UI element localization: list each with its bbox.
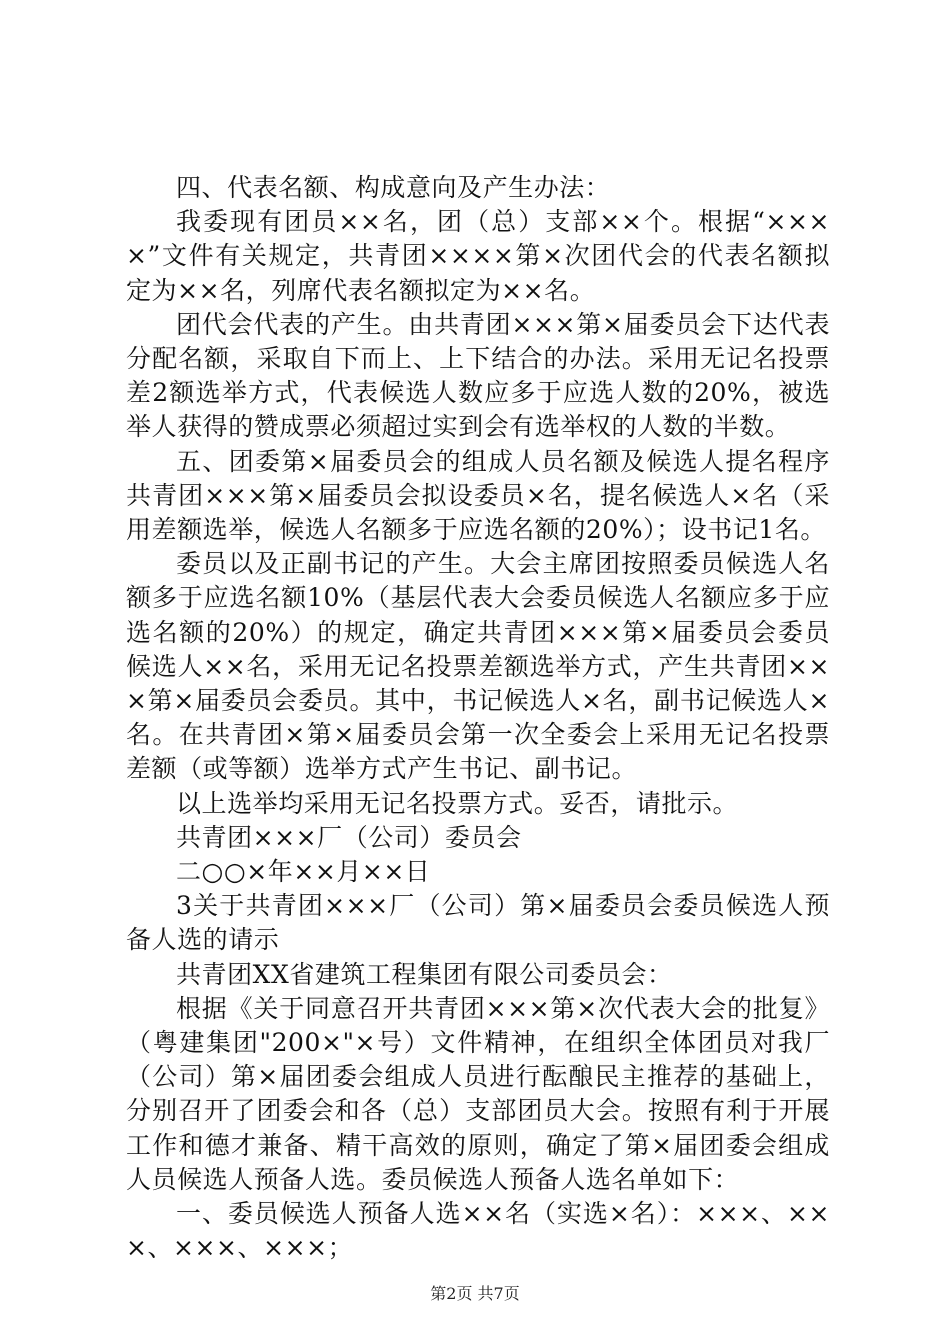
signoff-date: 二○○×年××月××日 [176, 857, 431, 887]
document-title-request: 3关于共青团×××厂（公司）第×届委员会委员候选人预备人选的请示 [126, 891, 830, 955]
page-footer [0, 1284, 950, 1304]
paragraph-recommendation-basis: 根据《关于同意召开共青团×××第×次代表大会的批复》（粤建集团"200×"×号）文件精神，在组织全体团员对我厂（公司）第×届团委会组成人员进行酝酿民主推荐的基础上，分别召开了团委会和各（总）支部团员大会。按照有利于开展工作和德才兼备、精干高效的原则，确定了第×届团委会组成人员候选人预备人选。委员候选人预备人选名单如下： [126, 993, 830, 1194]
salutation: 共青团XX省建筑工程集团有限公司委员会： [176, 959, 673, 989]
document-body [126, 171, 830, 1266]
paragraph-candidate-list: 一、委员候选人预备人选××名（实选×名）：×××、×××、×××、×××； [126, 1199, 830, 1263]
paragraph-secretary-election: 委员以及正副书记的产生。大会主席团按照委员候选人名额多于应选名额10%（基层代表大会委员候选人名额应多于应选名额的20%）的规定，确定共青团×××第×届委员会委员候选人××名，采用无记名投票差额选举方式，产生共青团×××第×届委员会委员。其中，书记候选人×名，副书记候选人×名。在共青团×第×届委员会第一次全委会上采用无记名投票差额（或等额）选举方式产生书记、副书记。 [126, 549, 830, 784]
section-heading-quota: 四、代表名额、构成意向及产生办法： [176, 173, 611, 202]
page-indicator: 第2页 共7页 [430, 1284, 520, 1303]
paragraph-approval-request: 以上选举均采用无记名投票方式。妥否，请批示。 [176, 788, 739, 818]
paragraph-delegate-election: 团代会代表的产生。由共青团×××第×届委员会下达代表分配名额，采取自下而上、上下结合的办法。采用无记名投票差2额选举方式，代表候选人数应多于应选人数的20%，被选举人获得的赞成票必须超过实到会有选举权的人数的半数。 [126, 309, 830, 442]
signoff-organization: 共青团×××厂（公司）委员会 [176, 822, 522, 852]
section-heading-committee: 五、团委第×届委员会的组成人员名额及候选人提名程序共青团×××第×届委员会拟设委员×名，提名候选人×名（采用差额选举，候选人名额多于应选名额的20%）；设书记1名。 [126, 446, 830, 545]
paragraph-member-count: 我委现有团员××名，团（总）支部××个。根据“××××”文件有关规定，共青团××××第×次团代会的代表名额拟定为××名，列席代表名额拟定为××名。 [126, 207, 830, 305]
